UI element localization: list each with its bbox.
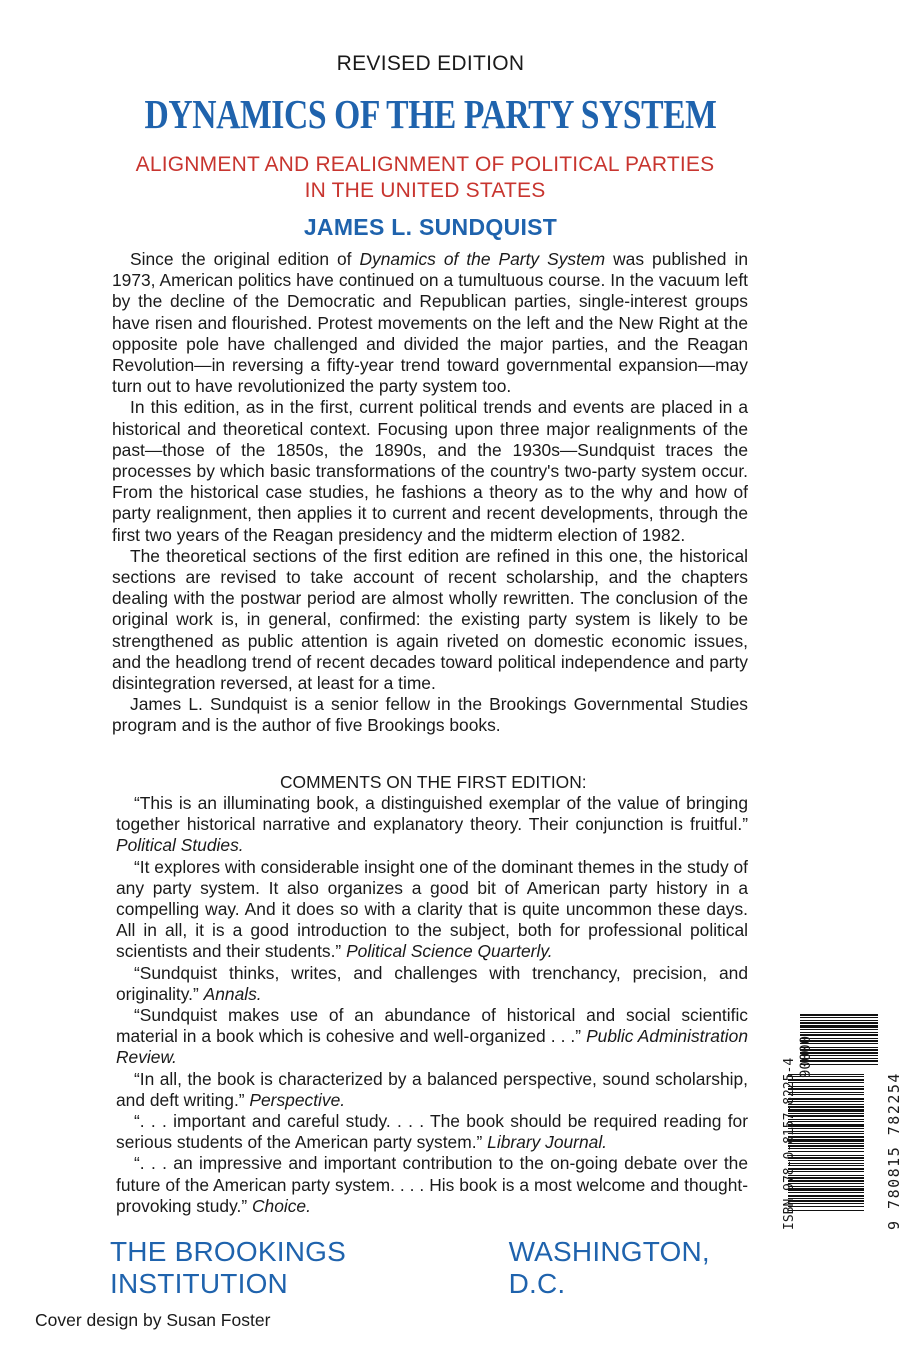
review-quote	[116, 963, 748, 1005]
barcode-bar	[788, 1086, 864, 1087]
barcode-bar	[788, 1151, 864, 1152]
book-description	[112, 249, 748, 737]
edition-label: REVISED EDITION	[336, 52, 525, 75]
barcode-bar	[788, 1079, 864, 1081]
barcode-bar	[788, 1131, 864, 1132]
quote-source: Public Administration Review.	[116, 1026, 748, 1068]
barcode-bar	[788, 1180, 864, 1182]
barcode-bar	[800, 1014, 878, 1016]
barcode-bar	[788, 1160, 864, 1161]
quote-text: “. . . an impressive and important contribution to the on-going debate over the future of the American party system. . . . His book is a most welcome and thought-provoking study.”	[116, 1153, 748, 1216]
barcode-bar	[800, 1017, 878, 1018]
quote-text: “This is an illuminating book, a distinguished exemplar of the value of bringing together historical narrative and explanatory theory. Their conjunction is fruitful.”	[116, 793, 748, 835]
barcode-bar	[788, 1113, 864, 1114]
barcode-bar	[788, 1195, 864, 1197]
quote-source: Annals.	[203, 983, 262, 1004]
barcode-bar	[800, 1022, 878, 1024]
barcode-bar	[788, 1098, 864, 1100]
quote-text: “Sundquist makes use of an abundance of historical and social scientific material in a book which is cohesive and well-organized . . .”	[116, 1005, 748, 1047]
barcode-bar	[788, 1163, 864, 1164]
review-quote	[116, 1005, 748, 1069]
comments-heading: COMMENTS ON THE FIRST EDITION:	[280, 772, 587, 792]
review-quote	[116, 1069, 748, 1111]
barcode-bar	[788, 1115, 864, 1117]
barcode-bar	[788, 1145, 864, 1147]
barcode-bar	[788, 1210, 864, 1211]
subtitle-line-1: ALIGNMENT AND REALIGNMENT OF POLITICAL PARTIES	[135, 153, 715, 176]
barcode-bar	[788, 1121, 864, 1122]
barcode-bar	[788, 1183, 864, 1184]
book-title: DYNAMICS OF THE PARTY SYSTEM	[144, 91, 717, 137]
barcode-bar	[788, 1175, 864, 1176]
barcode-bar	[788, 1128, 864, 1129]
quote-source: Choice.	[251, 1195, 311, 1216]
barcode-bar	[788, 1143, 864, 1144]
publisher-line	[110, 1236, 760, 1300]
barcode-bar	[788, 1106, 864, 1108]
barcode-bar	[788, 1155, 864, 1156]
review-quote	[116, 1111, 748, 1153]
barcode-bar	[788, 1198, 864, 1199]
barcode-bar	[788, 1203, 864, 1204]
quote-source: Library Journal.	[487, 1132, 608, 1153]
description-paragraph: In this edition, as in the first, current political trends and events are placed in a historical and theoretical context. Focusing upon three major realignments of the past—those of the 1850s, the 1890s, and the 1930s—Sundquist traces the processes by which basic transformations of the country's two-party system occur. From the historical case studies, he fashions a theory as to the why and how of party realignment, then applies it to current and recent developments, through the first two years of the Reagan presidency and the midterm election of 1982.	[112, 397, 748, 545]
author-name: JAMES L. SUNDQUIST	[303, 214, 558, 240]
ean-text: 9 780815 782254	[885, 1072, 903, 1230]
barcode-bar	[788, 1165, 864, 1166]
barcode-bar	[788, 1177, 864, 1179]
barcode-bar	[788, 1139, 864, 1142]
publisher-name: THE BROOKINGS INSTITUTION	[110, 1236, 346, 1299]
barcode	[762, 1012, 882, 1217]
barcode-bar	[788, 1200, 864, 1202]
barcode-bar	[788, 1192, 864, 1193]
barcode-bar	[788, 1101, 864, 1102]
barcode-bar	[788, 1124, 864, 1127]
cover-credit: Cover design by Susan Foster	[35, 1310, 271, 1330]
review-quote	[116, 857, 748, 963]
quote-text: “Sundquist thinks, writes, and challenges with trenchancy, precision, and originality.”	[116, 962, 748, 1004]
barcode-bar	[800, 1029, 878, 1030]
barcode-bar	[800, 1025, 878, 1028]
subtitle-line-2: IN THE UNITED STATES	[304, 179, 546, 202]
barcode-bar	[788, 1206, 864, 1207]
isbn-text: ISBN 978-0-8157-8225-4	[782, 1057, 797, 1230]
comments-list	[116, 793, 748, 1217]
barcode-bars	[762, 1012, 882, 1217]
barcode-bar	[788, 1157, 864, 1159]
barcode-bar	[788, 1082, 864, 1083]
barcode-bar	[800, 1020, 878, 1021]
barcode-bar	[788, 1186, 864, 1187]
barcode-bar	[788, 1092, 864, 1093]
quote-text: “In all, the book is characterized by a balanced perspective, sound scholarship, and deft writing.”	[116, 1068, 748, 1110]
barcode-bar	[788, 1094, 864, 1095]
quote-source: Perspective.	[249, 1089, 346, 1110]
barcode-bar	[788, 1171, 864, 1172]
text-run: was published in 1973, American politics have continued on a tumultuous course. In the vacuum left by the decline of the Democratic and Republican parties, single-interest groups have risen and flourished. Protest movements on the left and the New Right at the opposite pole have challenged and divided the major parties, and the Reagan Revolution—in reversing a fifty-year trend toward governmental expansion—may turn out to have revolutionized the party system too.	[112, 249, 749, 397]
italic-title: Dynamics of the Party System	[359, 249, 606, 269]
publisher-location: WASHINGTON, D.C.	[508, 1236, 710, 1299]
price-code-text: 90000	[798, 1035, 814, 1078]
book-subtitle	[0, 152, 850, 204]
barcode-bar	[788, 1109, 864, 1112]
quote-text: “. . . important and careful study. . . . The book should be required reading for serious students of the American party system.”	[116, 1111, 748, 1153]
barcode-bar	[788, 1136, 864, 1138]
barcode-bar	[788, 1188, 864, 1191]
quote-text: “It explores with considerable insight one of the dominant themes in the study of any party system. It also organizes a good bit of American party history in a compelling way. And it does so with a clarity that is quite uncommon these days. All in all, it is a good introduction to the subject, both for professional political scientists and their students.”	[116, 856, 748, 962]
barcode-bar	[788, 1168, 864, 1170]
barcode-bar	[788, 1148, 864, 1149]
barcode-bar	[800, 1032, 878, 1033]
quote-source: Political Studies.	[116, 835, 244, 856]
barcode-bar	[788, 1119, 864, 1120]
description-paragraph: The theoretical sections of the first edition are refined in this one, the historical sections are revised to take account of recent scholarship, and the chapters dealing with the postwar period are almost wholly rewritten. The conclusion of the original work is, in general, confirmed: the existing party system is likely to be strengthened as public attention is again riveted on domestic economic issues, and the headlong trend of recent decades toward political independence and party disintegration reversed, at least for a time.	[112, 545, 748, 694]
text-run: Since the original edition of	[130, 249, 360, 269]
barcode-bar	[788, 1088, 864, 1090]
review-quote	[116, 1153, 748, 1217]
barcode-bar	[788, 1133, 864, 1134]
quote-source: Political Science Quarterly.	[346, 941, 553, 962]
description-paragraph	[112, 249, 748, 397]
review-quote	[116, 793, 748, 857]
barcode-bar	[788, 1104, 864, 1105]
author-bio: James L. Sundquist is a senior fellow in the Brookings Governmental Studies program and is the author of five Brookings books.	[112, 694, 748, 736]
